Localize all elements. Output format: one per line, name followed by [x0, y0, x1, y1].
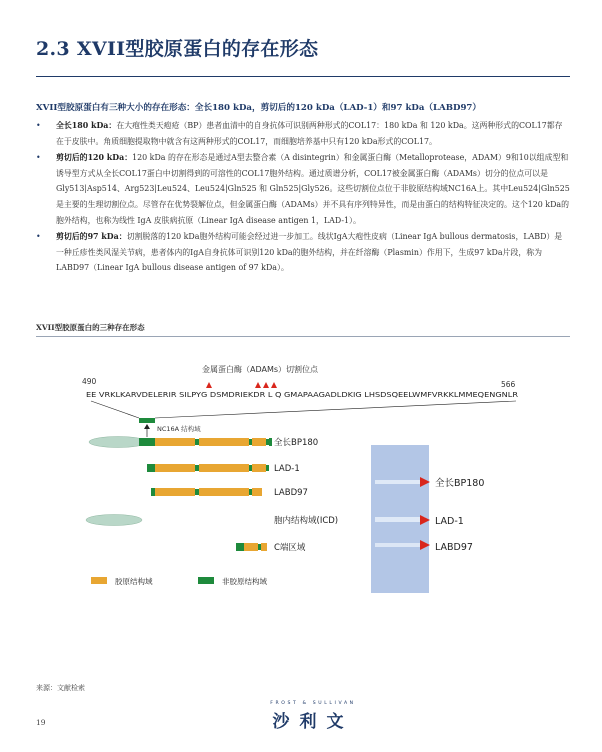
form-label: 全长BP180: [274, 438, 319, 448]
bullet-item: [36, 229, 570, 276]
cleavage-site-label: 金属蛋白酶（ADAMs）切割位点: [202, 365, 319, 374]
bullet-term: 全长180 kDa：: [56, 121, 117, 130]
amino-acid-sequence: EE VRKLKARVDELERIR SILPYG DSMDRIEKDR L Q GMAPAAGADLDKIG LHSDSQEELWMFVRKKLMMEQENGNLR: [86, 391, 519, 399]
zoom-line-right: [155, 401, 516, 418]
nc16a-pointer-arrow-icon: [144, 424, 150, 429]
bullet-item: [36, 150, 570, 228]
form-label: 胞内结构域(ICD): [274, 516, 339, 526]
form-label: LAD-1: [274, 464, 300, 474]
form-labd97: [151, 488, 308, 498]
bullet-dot-icon: •: [36, 153, 41, 163]
collagen-forms-diagram: [36, 345, 570, 645]
form-label: LABD97: [274, 488, 308, 498]
source-note: 来源：文献检索: [36, 684, 85, 692]
brand-name-en: FROST & SULLIVAN: [270, 701, 356, 706]
legend-swatch-collagen: [91, 577, 107, 584]
nc16a-label: NC16A 结构域: [157, 425, 201, 433]
bullet-text: 120 kDa 的存在形态是通过A型去整合素（A disintegrin）和金属蛋白酶（Metalloprotease，ADAM）9和10以组成型和诱导型方式从全长COL17蛋白中切割得到的可溶性的COL17胞外结构。通过质谱分析，COL17被金属蛋白酶（ADAMs）切分的位点可以是 Gly513|Asp514、Arg523|Leu524、Leu524|Gln525 和 Gln525|Gly526。这些切割位点位于非胶原结构域NC16A上。其中Leu524|Gln525是主要的生理切割位点。尽管存在优势裂解位点，但金属蛋白酶（ADAMs）并不具有序列特异性，而是由蛋白的结构特征决定的。这个120 kDa的胞外结构，也称为线性 IgA 皮肤病抗原（Linear IgA disease antigen 1，LAD-1）。: [56, 153, 570, 225]
form-full-length: [89, 437, 318, 449]
title-divider: [36, 76, 570, 77]
section-subhead: XVII型胶原蛋白有三种大小的存在形态：全长180 kDa，剪切后的120 kDa（LAD-1）和97 kDa（LABD97）: [36, 103, 481, 113]
brand-logo: [258, 701, 368, 733]
bullet-list: [36, 118, 570, 277]
blot-label: LAD-1: [435, 516, 464, 527]
figure-title: XVII型胶原蛋白的三种存在形态: [36, 323, 145, 332]
sequence-start-position: 490: [82, 377, 97, 386]
cleavage-arrow-icon: [206, 382, 212, 388]
legend-swatch-noncollagen: [198, 577, 214, 584]
form-label: C端区域: [274, 543, 306, 553]
bullet-dot-icon: •: [36, 232, 41, 242]
nc16a-domain: [139, 418, 155, 423]
cleavage-arrow-icon: [263, 382, 269, 388]
bullet-dot-icon: •: [36, 121, 41, 130]
bullet-term: 剪切后的97 kDa：: [56, 232, 127, 242]
page-title: 2.3 XVII型胶原蛋白的存在形态: [36, 38, 319, 60]
bullet-text: 在大疱性类天疱疮（BP）患者血清中的自身抗体可识别两种形式的COL17：180 kDa 和 120 kDa。这两种形式的COL17都存在于皮肤中。角质细胞提取物中就含有这两种形式的COL17，而细胞培养基中只有120 kDa形式的COL17。: [56, 121, 563, 146]
form-c-terminal: [236, 542, 306, 553]
brand-name-cn: 沙利文: [272, 712, 354, 732]
form-lad1: [147, 464, 300, 474]
zoom-line-left: [91, 401, 139, 418]
sequence-end-position: 566: [501, 380, 516, 389]
bullet-item: [36, 118, 570, 149]
cleavage-arrow-icon: [271, 382, 277, 388]
blot-label: LABD97: [435, 542, 473, 553]
figure-divider: [36, 336, 570, 337]
page-number: 19: [36, 718, 46, 727]
form-icd: [86, 515, 338, 527]
cleavage-arrow-icon: [255, 382, 261, 388]
legend-label: 非胶原结构域: [222, 577, 267, 586]
blot-label: 全长BP180: [435, 478, 485, 489]
legend-label: 胶原结构域: [115, 577, 153, 586]
bullet-text: 切割脱落的120 kDa胞外结构可能会经过进一步加工。线状IgA大疱性皮病（Linear IgA bullous dermatosis，LABD）是一种丘疹性类风湿关节病，患者体内的IgA自身抗体可识别120 kDa的胞外结构，并在纤溶酶（Plasmin）作用下，生成97 kDa片段，称为LABD97（Linear IgA bullous disease antigen of 97 kDa）。: [56, 232, 563, 273]
bullet-term: 剪切后的120 kDa：: [56, 153, 133, 163]
